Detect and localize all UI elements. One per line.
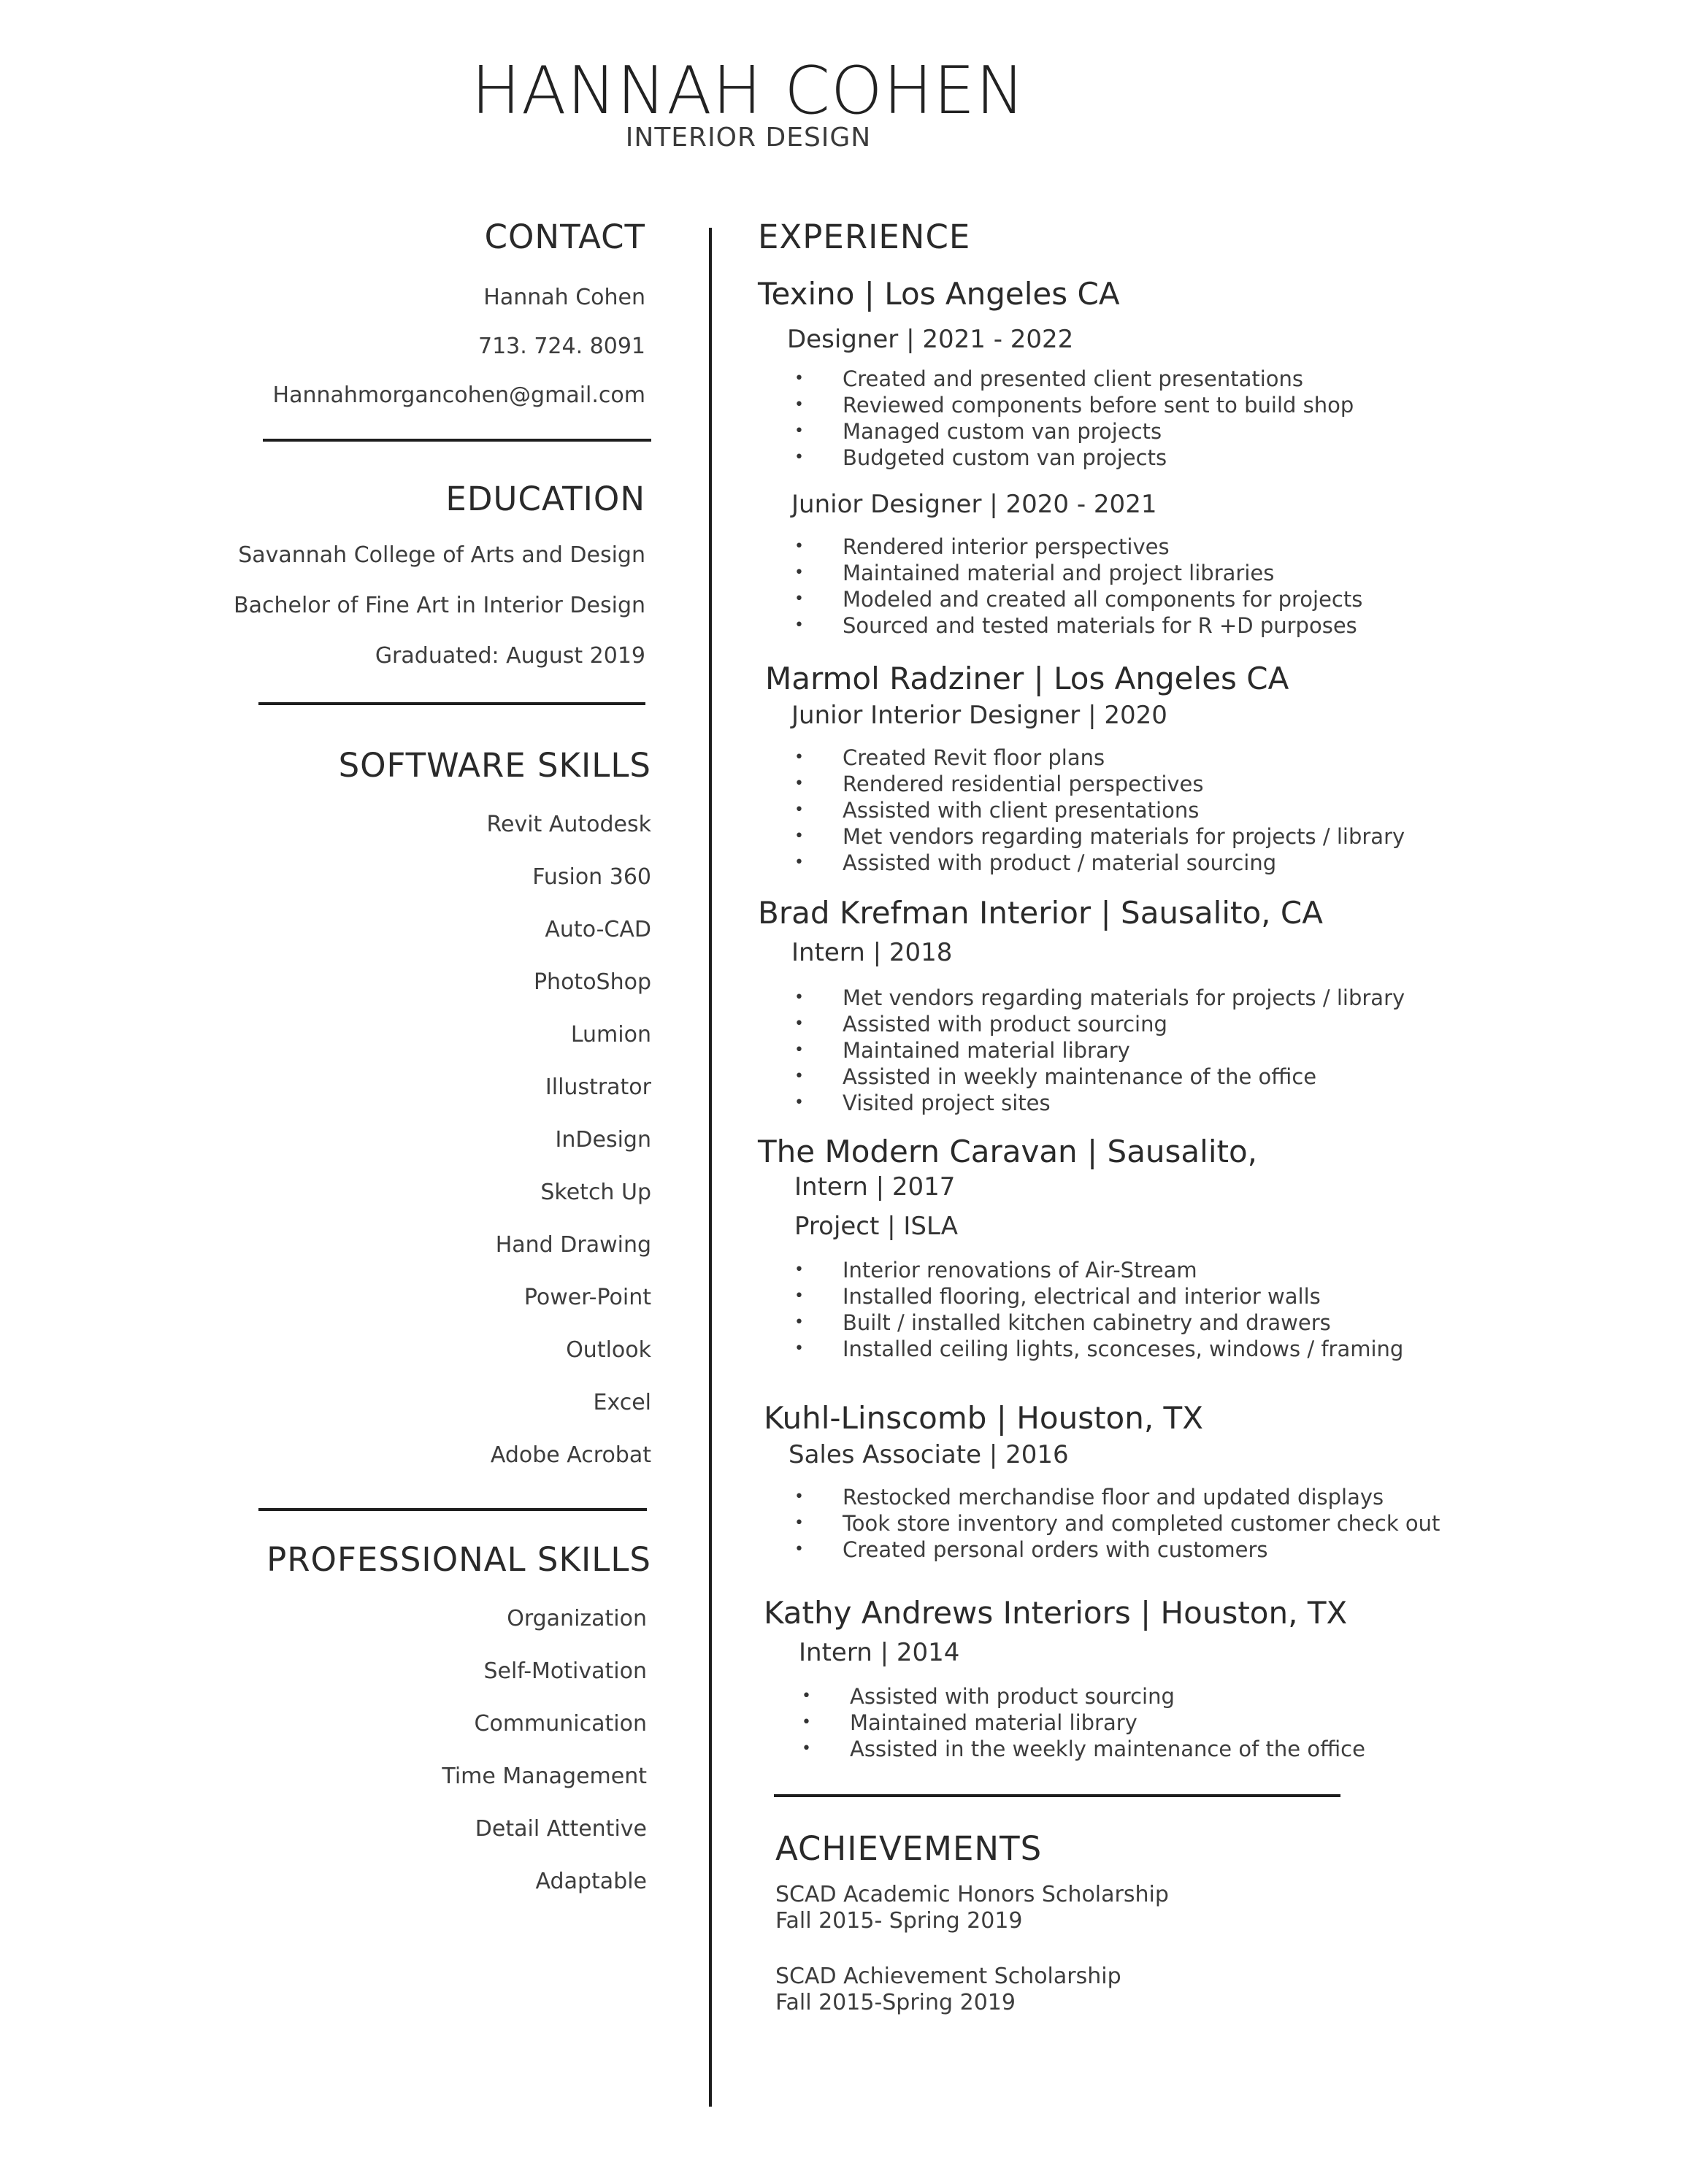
section-divider bbox=[258, 702, 645, 705]
achievement-name: SCAD Achievement Scholarship bbox=[775, 1964, 1121, 1989]
job-role: Junior Designer | 2020 - 2021 bbox=[791, 490, 1157, 519]
list-item: • Assisted in the weekly maintenance of the office bbox=[802, 1736, 1663, 1762]
achievement-item bbox=[775, 1882, 1663, 1934]
list-item: • Created personal orders with customers bbox=[794, 1537, 1663, 1563]
job-role: Junior Interior Designer | 2020 bbox=[791, 701, 1167, 730]
software-skills-list bbox=[199, 799, 651, 1482]
list-item: • Installed flooring, electrical and interior walls bbox=[794, 1283, 1663, 1310]
professional-skills-section bbox=[199, 1540, 651, 1908]
job-bullets bbox=[794, 745, 1663, 876]
achievement-item bbox=[775, 1964, 1663, 2016]
list-item: • Rendered interior perspectives bbox=[794, 534, 1663, 560]
right-column bbox=[758, 218, 1663, 2016]
column-divider bbox=[709, 228, 712, 2107]
list-item: • Built / installed kitchen cabinetry and drawers bbox=[794, 1310, 1663, 1336]
skill-item: Self-Motivation bbox=[483, 1658, 647, 1684]
list-item: • Assisted with product sourcing bbox=[794, 1011, 1663, 1037]
education-degree: Bachelor of Fine Art in Interior Design bbox=[234, 593, 645, 618]
skill-item: Detail Attentive bbox=[475, 1816, 647, 1842]
list-item: • Installed ceiling lights, sconceses, windows / framing bbox=[794, 1336, 1663, 1362]
skill-item: Adobe Acrobat bbox=[490, 1442, 651, 1468]
skill-item: Hand Drawing bbox=[495, 1232, 651, 1258]
job-company: The Modern Caravan | Sausalito, bbox=[758, 1134, 1258, 1169]
job-company: Kathy Andrews Interiors | Houston, TX bbox=[764, 1595, 1348, 1631]
list-item: • Assisted with product / material sourcing bbox=[794, 850, 1663, 876]
skill-item: Communication bbox=[474, 1711, 647, 1737]
list-item: • Assisted with product sourcing bbox=[802, 1683, 1663, 1710]
job-role: Sales Associate | 2016 bbox=[789, 1440, 1069, 1469]
job-role: Designer | 2021 - 2022 bbox=[787, 325, 1074, 354]
job-bullets bbox=[794, 985, 1663, 1116]
contact-heading: CONTACT bbox=[484, 218, 645, 256]
list-item: • Budgeted custom van projects bbox=[794, 445, 1663, 471]
professional-skills-list bbox=[199, 1593, 647, 1908]
resume-name: HANNAH COHEN bbox=[471, 53, 1026, 129]
list-item: • Met vendors regarding materials for projects / library bbox=[794, 985, 1663, 1011]
software-skills-section bbox=[199, 746, 651, 1511]
education-section bbox=[199, 480, 651, 705]
job-company: Marmol Radziner | Los Angeles CA bbox=[765, 661, 1289, 696]
contact-email[interactable]: Hannahmorgancohen@gmail.com bbox=[272, 382, 645, 408]
skill-item: Sketch Up bbox=[540, 1180, 651, 1205]
job-bullets bbox=[794, 1257, 1663, 1362]
list-item: • Interior renovations of Air-Stream bbox=[794, 1257, 1663, 1283]
skill-item: InDesign bbox=[555, 1127, 651, 1153]
skill-item: Lumion bbox=[570, 1022, 651, 1047]
skill-item: Time Management bbox=[442, 1764, 647, 1789]
job-company: Brad Krefman Interior | Sausalito, CA bbox=[758, 895, 1323, 931]
professional-skills-heading: PROFESSIONAL SKILLS bbox=[266, 1540, 651, 1579]
education-graduation: Graduated: August 2019 bbox=[375, 643, 645, 669]
software-skills-heading: SOFTWARE SKILLS bbox=[338, 746, 651, 785]
list-item: • Maintained material library bbox=[794, 1037, 1663, 1064]
skill-item: Power-Point bbox=[523, 1285, 651, 1310]
section-divider bbox=[263, 439, 651, 442]
list-item: • Created and presented client presentations bbox=[794, 366, 1663, 392]
contact-section bbox=[199, 218, 651, 442]
skill-item: PhotoShop bbox=[533, 969, 651, 995]
contact-phone: 713. 724. 8091 bbox=[477, 334, 645, 359]
skill-item: Outlook bbox=[566, 1337, 651, 1363]
section-divider bbox=[258, 1508, 647, 1511]
list-item: • Visited project sites bbox=[794, 1090, 1663, 1116]
job-bullets bbox=[794, 534, 1663, 639]
list-item: • Maintained material library bbox=[802, 1710, 1663, 1736]
contact-name: Hannah Cohen bbox=[483, 285, 645, 310]
job-company: Texino | Los Angeles CA bbox=[758, 276, 1120, 312]
list-item: • Restocked merchandise floor and updated displays bbox=[794, 1484, 1663, 1510]
list-item: • Created Revit floor plans bbox=[794, 745, 1663, 771]
skill-item: Fusion 360 bbox=[532, 864, 651, 890]
job-company: Kuhl-Linscomb | Houston, TX bbox=[764, 1400, 1203, 1436]
job-role: Intern | 2017 bbox=[794, 1172, 956, 1201]
list-item: • Assisted in weekly maintenance of the office bbox=[794, 1064, 1663, 1090]
skill-item: Adaptable bbox=[535, 1869, 647, 1894]
job-bullets bbox=[794, 366, 1663, 471]
job-role: Intern | 2014 bbox=[799, 1638, 960, 1667]
job-role: Intern | 2018 bbox=[791, 938, 953, 967]
education-heading: EDUCATION bbox=[445, 480, 645, 518]
list-item: • Took store inventory and completed customer check out bbox=[794, 1510, 1663, 1537]
job-project: Project | ISLA bbox=[794, 1212, 958, 1241]
education-school: Savannah College of Arts and Design bbox=[238, 542, 645, 568]
list-item: • Maintained material and project libraries bbox=[794, 560, 1663, 586]
job-bullets bbox=[794, 1484, 1663, 1563]
achievements-heading: ACHIEVEMENTS bbox=[775, 1829, 1043, 1868]
resume-title: INTERIOR DESIGN bbox=[625, 123, 872, 153]
achievement-dates: Fall 2015-Spring 2019 bbox=[775, 1990, 1016, 2015]
skill-item: Illustrator bbox=[545, 1074, 651, 1100]
left-column bbox=[199, 218, 651, 1908]
list-item: • Sourced and tested materials for R +D purposes bbox=[794, 612, 1663, 639]
skill-item: Revit Autodesk bbox=[486, 812, 651, 837]
achievement-name: SCAD Academic Honors Scholarship bbox=[775, 1882, 1169, 1907]
section-divider bbox=[774, 1794, 1340, 1797]
job-bullets bbox=[802, 1683, 1663, 1762]
skill-item: Excel bbox=[593, 1390, 651, 1415]
experience-heading: EXPERIENCE bbox=[758, 218, 971, 256]
list-item: • Reviewed components before sent to build shop bbox=[794, 392, 1663, 418]
list-item: • Managed custom van projects bbox=[794, 418, 1663, 445]
list-item: • Rendered residential perspectives bbox=[794, 771, 1663, 797]
list-item: • Modeled and created all components for projects bbox=[794, 586, 1663, 612]
list-item: • Met vendors regarding materials for projects / library bbox=[794, 823, 1663, 850]
skill-item: Organization bbox=[507, 1606, 647, 1631]
list-item: • Assisted with client presentations bbox=[794, 797, 1663, 823]
achievement-dates: Fall 2015- Spring 2019 bbox=[775, 1908, 1023, 1934]
skill-item: Auto-CAD bbox=[545, 917, 651, 942]
